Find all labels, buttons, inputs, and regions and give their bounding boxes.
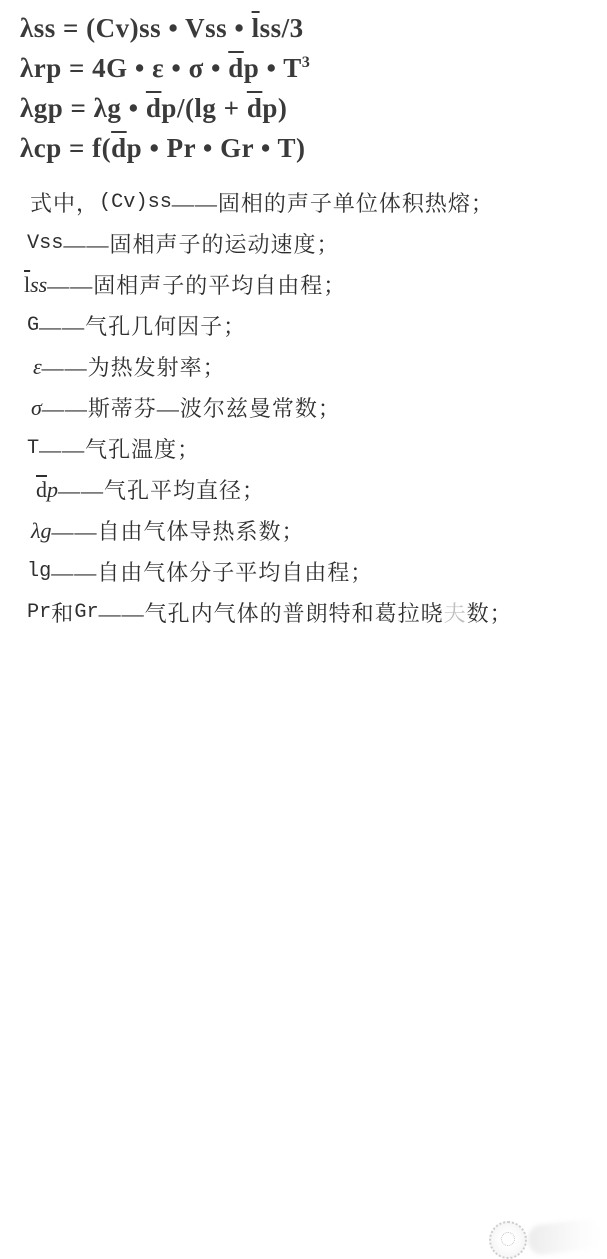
definition-line-1	[0, 182, 607, 223]
definition-segment: λg	[31, 517, 52, 543]
equation-line-1	[20, 8, 607, 48]
definition-segment: ——为热发射率；	[41, 355, 226, 380]
definition-segment: 数；	[466, 601, 513, 626]
definition-segment: σ	[31, 394, 42, 420]
definition-line-7	[0, 428, 607, 469]
equation-segment: $\overline{d}$	[246, 93, 263, 123]
equation-segment: p • T	[243, 53, 302, 83]
equation-segment: 3	[301, 53, 311, 71]
definition-segment: ——固相的声子单位体积热熔；	[171, 191, 494, 216]
definition-segment: ——气孔几何因子；	[39, 314, 247, 339]
definition-line-11	[0, 592, 607, 633]
definition-line-2	[0, 223, 607, 264]
equation-segment: $\overline{d}$	[111, 133, 127, 163]
definition-segment: $\overline{l}$	[24, 271, 31, 297]
equation-segment: λgp = λg •	[20, 93, 146, 123]
equation-segment: $\overline{d}$	[228, 53, 244, 83]
definition-segment: lg	[27, 560, 52, 583]
definition-segment: T	[27, 437, 40, 460]
watermark-stamp-icon	[489, 1221, 527, 1259]
definition-segment: G	[27, 314, 40, 337]
definition-line-4	[0, 305, 607, 346]
definition-line-9	[0, 510, 607, 551]
definition-segment: Vss	[27, 232, 64, 255]
definition-segment: p	[47, 476, 58, 502]
definition-segment: ——斯蒂芬—波尔兹曼常数；	[41, 396, 341, 421]
definition-line-8	[0, 469, 607, 510]
equation-segment: λrp = 4G • ε • σ •	[20, 53, 229, 83]
definition-segment: ss	[30, 271, 48, 297]
definition-segment: ——气孔温度；	[39, 437, 201, 462]
equation-segment: p/(lg +	[161, 93, 247, 123]
definition-segment: ——气孔平均直径；	[58, 478, 266, 503]
equation-line-2	[20, 48, 607, 88]
definition-segment: ——气孔内气体的普朗特和葛拉晓	[98, 601, 444, 626]
definition-segment: $\overline{d}$	[36, 476, 47, 502]
definition-line-6	[0, 387, 607, 428]
definition-segment: Pr	[27, 601, 52, 624]
equation-segment: p • Pr • Gr • T)	[126, 133, 306, 163]
definition-segment: ——固相声子的平均自由程；	[47, 273, 347, 298]
definition-line-3	[0, 264, 607, 305]
definition-segment: Gr	[74, 601, 99, 624]
equation-segment: $\overline{l}$	[251, 13, 260, 43]
definition-line-10	[0, 551, 607, 592]
definition-segment: 夫	[443, 601, 467, 626]
equation-segment: λcp = f(	[20, 133, 112, 163]
equation-line-3	[20, 88, 607, 128]
equation-segment: λss = (Cv)ss • Vss •	[20, 13, 252, 43]
definition-segment: ——自由气体导热系数；	[51, 519, 305, 544]
equation-line-4	[20, 128, 607, 168]
definition-line-5	[0, 346, 607, 387]
definition-segment: ——固相声子的运动速度；	[63, 232, 340, 257]
definition-segment: ——自由气体分子平均自由程；	[51, 560, 374, 585]
definition-segment: 和	[51, 601, 75, 626]
equation-segment: $\overline{d}$	[145, 93, 162, 123]
equation-block	[0, 0, 607, 168]
definition-segment: (Cv)ss	[99, 191, 172, 214]
definition-segment: ε	[33, 353, 42, 379]
definitions-block	[0, 182, 607, 633]
watermark-smudge	[526, 1218, 601, 1257]
definition-segment: 式中，	[30, 191, 100, 216]
equation-segment: ss/3	[259, 13, 304, 43]
equation-segment: p)	[262, 93, 288, 123]
